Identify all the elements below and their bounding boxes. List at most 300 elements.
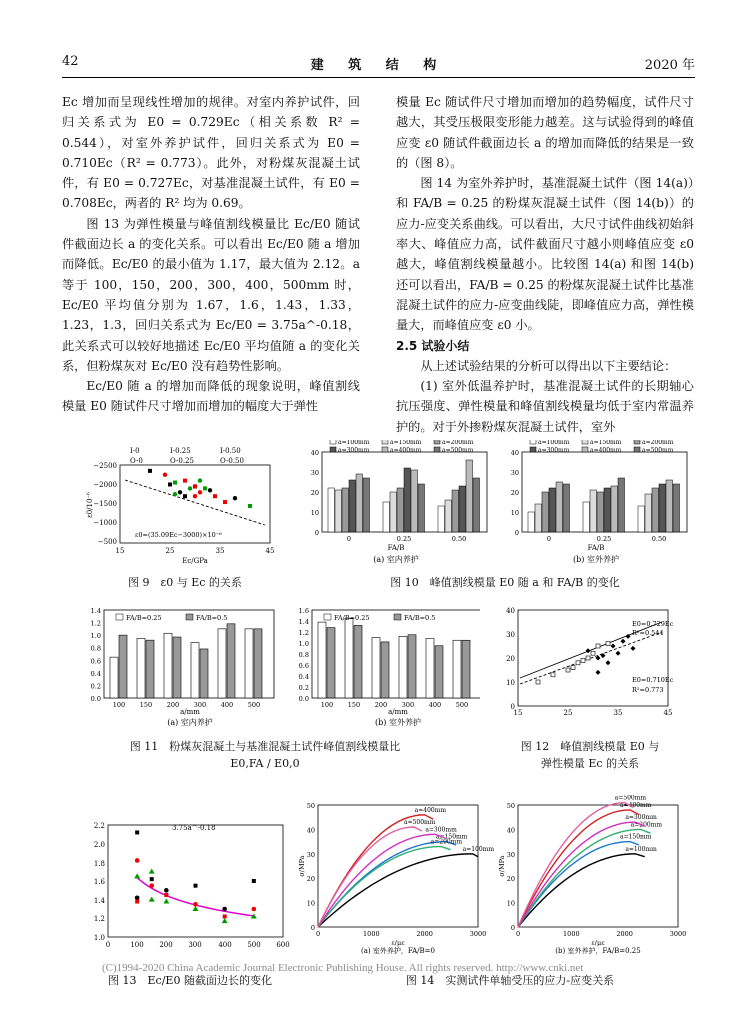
fig12-indoor-point bbox=[616, 651, 621, 656]
fig11-xtick: 100 bbox=[320, 701, 334, 709]
svg-text:0: 0 bbox=[510, 703, 515, 711]
fig9-point bbox=[163, 473, 167, 477]
fig10-bar bbox=[604, 488, 611, 532]
fig10-legend-swatch bbox=[634, 447, 640, 452]
fig11-xtick: 200 bbox=[166, 701, 180, 709]
legend-o050: O-0.50 bbox=[220, 457, 244, 465]
fig14-ylabel: σ/MPa bbox=[298, 855, 306, 877]
fig11-bar bbox=[227, 624, 235, 698]
fig11-caption: 图 11 粉煤灰混凝土与基准混凝土试件峰值割线模量比 bbox=[129, 740, 401, 753]
fig11-ytick: 0.2 bbox=[298, 684, 309, 692]
fig13-point bbox=[135, 858, 140, 863]
fig11-bar bbox=[354, 625, 362, 698]
fig10-bar bbox=[666, 480, 673, 532]
fig9-caption: 图 9 ε0 与 Ec 的关系 bbox=[128, 576, 242, 589]
fig12-outdoor-point bbox=[606, 642, 610, 646]
fig12-caption: 图 12 峰值割线模量 E0 与 bbox=[520, 740, 660, 753]
fig10-legend-label: a=400mm bbox=[590, 447, 622, 454]
fig11-bar bbox=[137, 638, 145, 698]
fig10-legend-label: a=300mm bbox=[538, 447, 570, 454]
fig10-bar bbox=[397, 488, 404, 532]
svg-text:−1000: −1000 bbox=[93, 519, 117, 527]
fig10-legend-label: a=150mm bbox=[390, 440, 422, 446]
svg-text:35: 35 bbox=[215, 547, 225, 555]
figure-11-bar bbox=[80, 604, 480, 728]
fig10-bar bbox=[659, 484, 666, 532]
fig14-curve bbox=[318, 815, 433, 927]
fig10-bar bbox=[645, 494, 652, 532]
svg-text:400: 400 bbox=[218, 941, 232, 949]
svg-text:25: 25 bbox=[165, 547, 175, 555]
fig10-legend-label: a=300mm bbox=[338, 447, 370, 454]
svg-text:40: 40 bbox=[506, 607, 515, 615]
fig10-legend-swatch bbox=[330, 440, 336, 444]
fig14-ylabel: σ/MPa bbox=[498, 855, 506, 877]
fig10-legend-swatch bbox=[434, 447, 440, 452]
fig11-ytick: 0.2 bbox=[90, 682, 101, 691]
fig12-indoor-point bbox=[596, 670, 601, 675]
fig14-ytick: 10 bbox=[306, 899, 315, 908]
fig10-bar bbox=[590, 490, 597, 532]
svg-text:−2500: −2500 bbox=[93, 462, 117, 470]
fig11-ytick: 0.6 bbox=[90, 657, 101, 666]
fig10-bar bbox=[390, 492, 397, 532]
fig10-bar bbox=[349, 480, 356, 532]
fig10-legend-label: a=100mm bbox=[338, 440, 370, 446]
fig10-bar bbox=[418, 484, 425, 532]
paragraph: Ec/E0 随 a 的增加而降低的现象说明，峰值割线模量 E0 随试件尺寸增加而增加的幅度大于弹性 bbox=[62, 379, 360, 414]
fig10-legend-swatch bbox=[382, 447, 388, 452]
fig10-legend-swatch bbox=[634, 440, 640, 444]
fig11-bar bbox=[327, 628, 335, 698]
fig10b-subcaption: (b) 室外养护 bbox=[573, 555, 619, 564]
fig14-xtick: 1000 bbox=[363, 930, 380, 938]
fig11a-subcaption: (a) 室内养护 bbox=[167, 718, 213, 727]
fig14-curve bbox=[518, 810, 639, 927]
fig13-caption: 图 13 Ec/E0 随截面边长的变化 bbox=[108, 974, 272, 987]
fig10-bar bbox=[473, 478, 480, 532]
paragraph: 图 13 为弹性模量与峰值割线模量比 Ec/E0 随试件截面边长 a 的变化关系。可以看出 Ec/E0 随 a 增加而降低。Ec/E0 的最小值为 1.17，最大值为 2.12。a 等于 100，150，200，300，400，500mm 时，Ec/E0 平均值分别为 1.67，1.6，1.43，1.33，1.23，1.3，回归关系式为 Ec/E0 = 3.75a^-0.18，此关系式可以较好地描述 Ec/E0 平均值随 a 的变化关系，但粉煤灰对 Ec/E0 没有趋势性影响。 bbox=[62, 216, 360, 373]
legend-i0: Ⅰ-0 bbox=[130, 447, 140, 455]
fig14-curve bbox=[318, 827, 422, 927]
fig14-ytick: 0 bbox=[310, 924, 315, 932]
fig13-point bbox=[193, 902, 198, 907]
fig9-point bbox=[173, 481, 177, 485]
fig11-bar bbox=[110, 657, 118, 698]
fig9-point bbox=[168, 483, 172, 487]
paragraph: (1) 室外低温养护时，基准混凝土试件的长期轴心抗压强度、弹性模量和峰值割线模量均低于室内常温养护的。对于外掺粉煤灰混凝土试件，室外 bbox=[396, 379, 694, 434]
fig9-point bbox=[233, 496, 237, 500]
fig10-bar bbox=[549, 488, 556, 532]
fig10-bar bbox=[583, 502, 590, 532]
fig11-bar bbox=[408, 635, 416, 698]
fig11-caption-2: E0,FA / E0,0 bbox=[230, 757, 300, 770]
fig14-xtick: 2000 bbox=[616, 930, 633, 938]
fig10-bar bbox=[466, 460, 473, 532]
svg-text:1.6: 1.6 bbox=[93, 878, 105, 886]
fig11-legend-swatch bbox=[324, 614, 331, 620]
fig11-ytick: 1.0 bbox=[298, 640, 309, 648]
svg-text:1.2: 1.2 bbox=[93, 915, 105, 923]
fig10-legend-swatch bbox=[530, 447, 536, 452]
fig14-xtick: 0 bbox=[315, 930, 321, 938]
svg-text:1.8: 1.8 bbox=[93, 860, 105, 868]
fig11-ytick: 1.4 bbox=[90, 607, 101, 615]
fig14-xtick: 0 bbox=[515, 930, 521, 938]
fig9-point bbox=[183, 479, 187, 483]
fig11b-subcaption: (b) 室外养护 bbox=[375, 718, 421, 727]
svg-text:2.0: 2.0 bbox=[93, 841, 105, 849]
left-text-column bbox=[62, 92, 360, 417]
fig11-legend-label: FA/B=0.25 bbox=[334, 614, 370, 622]
fig10-legend-label: a=150mm bbox=[590, 440, 622, 446]
svg-text:300: 300 bbox=[188, 941, 202, 949]
fig10-legend-swatch bbox=[530, 440, 536, 444]
fig13-point bbox=[222, 918, 228, 923]
svg-text:−2000: −2000 bbox=[93, 481, 117, 489]
fig12-indoor-point bbox=[611, 644, 616, 649]
svg-text:100: 100 bbox=[130, 941, 144, 949]
fig14-xtick: 1000 bbox=[563, 930, 580, 938]
figure-12-scatter bbox=[490, 604, 690, 728]
fig10-legend-swatch bbox=[434, 440, 440, 444]
figure-10-bar bbox=[304, 440, 699, 570]
fig10-legend-swatch bbox=[330, 447, 336, 452]
fig10-legend-label: a=200mm bbox=[442, 440, 474, 446]
fig9-point bbox=[203, 486, 207, 490]
fig11-legend-label: FA/B=0.25 bbox=[126, 614, 162, 622]
paragraph: 图 14 为室外养护时，基准混凝土试件（图 14(a)）和 FA/B = 0.25 的粉煤灰混凝土试件（图 14(b)）的应力-应变关系曲线。可以看出，大尺寸试件曲线初始斜率大、峰值应力高，试件截面尺寸越小则峰值应变 ε0 越大，峰值割线模量越小。比较图 14(a) 和图 14(b) 还可以看出，FA/B = 0.25 的粉煤灰混凝土试件比基准混凝土试件的应力-应变曲线陡，即峰值应力高，弹性模量大，而峰值应变 ε0 小。 bbox=[396, 176, 694, 333]
paragraph: Ec 增加而呈现线性增加的规律。对室内养护试件，回归关系式为 E0 = 0.729Ec（相关系数 R² = 0.544），对室外养护试件，回归关系式为 E0 = 0.710Ec（R² = 0.773）。此外，对粉煤灰混凝土试件，有 E0 = 0.727Ec，对基准混凝土试件，有 E0 = 0.708Ec，两者的 R² 均为 0.69。 bbox=[62, 95, 360, 211]
fig14-curve-label: a=200mm bbox=[430, 838, 463, 846]
fig9-point bbox=[213, 494, 217, 498]
figure-14-lines bbox=[298, 795, 698, 965]
fig14-curve-label: a=100mm bbox=[462, 845, 495, 853]
fig11-bar bbox=[164, 633, 172, 698]
fig10-bar bbox=[611, 486, 618, 532]
svg-text:200: 200 bbox=[159, 941, 173, 949]
svg-text:45: 45 bbox=[265, 547, 275, 555]
fig10-ytick: 10 bbox=[510, 509, 519, 517]
fig12-indoor-point bbox=[586, 648, 591, 653]
svg-text:10: 10 bbox=[506, 679, 515, 687]
fig11-ytick: 0.8 bbox=[90, 644, 101, 653]
fig10-caption: 图 10 峰值割线模量 E0 随 a 和 FA/B 的变化 bbox=[390, 576, 620, 589]
fig11-bar bbox=[191, 643, 199, 698]
fig13-point bbox=[149, 897, 155, 902]
fig14-curve-label: a=500mm bbox=[614, 795, 647, 802]
fig14-ytick: 10 bbox=[506, 899, 515, 908]
fig11-ytick: 0.0 bbox=[90, 695, 101, 703]
fig10-ytick: 30 bbox=[310, 469, 319, 477]
fig10-legend-swatch bbox=[582, 447, 588, 452]
fig11-bar bbox=[119, 635, 127, 698]
fig10-bar bbox=[535, 504, 542, 532]
fig9-point bbox=[208, 488, 212, 492]
fig14-ytick: 50 bbox=[306, 802, 315, 810]
fig9-point bbox=[183, 494, 187, 498]
paragraph: 模量 Ec 随试件尺寸增加而增加的趋势幅度，试件尺寸越大，其受压极限变形能力越差。这与试验得到的峰值应变 ε0 随试件截面边长 a 的增加而降低的结果是一致的（图 8）。 bbox=[396, 95, 694, 170]
fig14-curve-label: a=200mm bbox=[630, 821, 663, 829]
fig10-xtick: 0.25 bbox=[596, 535, 612, 543]
page-number: 42 bbox=[62, 54, 79, 69]
svg-text:35: 35 bbox=[613, 709, 623, 717]
fig14-xlabel: ε/με bbox=[591, 939, 605, 947]
fig11-legend-label: FA/B=0.5 bbox=[404, 614, 436, 622]
fig10-bar bbox=[404, 468, 411, 532]
fig11-xtick: 500 bbox=[455, 701, 469, 709]
fig11-bar bbox=[173, 637, 181, 698]
fig12-indoor-point bbox=[606, 660, 611, 665]
fig10-bar bbox=[652, 488, 659, 532]
fig12-eq2: E0=0.710Ec bbox=[632, 676, 674, 684]
fig10a-subcaption: (a) 室内养护 bbox=[373, 555, 419, 564]
fig13-point bbox=[194, 884, 198, 888]
fig11-ytick: 0.4 bbox=[90, 669, 101, 678]
fig13-point bbox=[222, 907, 227, 912]
svg-text:−500: −500 bbox=[97, 538, 117, 546]
fig10-bar bbox=[356, 474, 363, 532]
legend-i050: Ⅰ-0.50 bbox=[220, 447, 241, 455]
fig10-bar bbox=[342, 488, 349, 532]
legend-i025: Ⅰ-0.25 bbox=[170, 447, 191, 455]
fig14a-subcaption: (a) 室外养护，FA/B=0 bbox=[361, 947, 435, 955]
fig11-ytick: 1.6 bbox=[298, 607, 309, 615]
fig10-bar bbox=[335, 490, 342, 532]
fig10-bar bbox=[556, 482, 563, 532]
fig11-ytick: 0.6 bbox=[298, 662, 309, 670]
fig11-bar bbox=[399, 636, 407, 698]
fig11-bar bbox=[372, 638, 380, 699]
fig14-ytick: 0 bbox=[510, 924, 515, 932]
fig12-eq1: E0=0.729Ec bbox=[632, 620, 674, 628]
fig13-point bbox=[134, 873, 140, 878]
fig11-ytick: 0.8 bbox=[298, 651, 309, 659]
fig10-legend-swatch bbox=[382, 440, 388, 444]
fig9-point bbox=[193, 494, 197, 498]
fig10-legend-label: a=500mm bbox=[442, 447, 474, 454]
fig12-outdoor-point bbox=[591, 651, 595, 655]
fig14-curve bbox=[518, 829, 651, 927]
fig11-bar bbox=[453, 640, 461, 698]
fig12-outdoor-point bbox=[536, 680, 540, 684]
fig12-indoor-point bbox=[631, 646, 636, 651]
svg-text:0: 0 bbox=[105, 941, 111, 949]
page-header bbox=[62, 54, 695, 74]
fig13-point bbox=[135, 896, 140, 901]
fig10-bar bbox=[459, 486, 466, 532]
fig10-bar bbox=[411, 470, 418, 532]
fig9-point bbox=[198, 478, 202, 482]
fig12-r1: R²=0.544 bbox=[632, 629, 664, 637]
fig13-point bbox=[164, 893, 168, 897]
fig11-ytick: 0.0 bbox=[298, 695, 309, 703]
fig11-xtick: 300 bbox=[401, 701, 415, 709]
fig13-point bbox=[193, 906, 199, 911]
fig14-xtick: 2000 bbox=[416, 930, 433, 938]
fig13-point bbox=[163, 899, 169, 904]
fig10-bar bbox=[452, 490, 459, 532]
fig12-outdoor-point bbox=[576, 661, 580, 665]
fig11-legend-swatch bbox=[394, 614, 401, 620]
fig10-xtick: 0.50 bbox=[651, 535, 667, 543]
fig10-ytick: 20 bbox=[310, 489, 319, 497]
fig10-legend-swatch bbox=[582, 440, 588, 444]
issue-year: 2020 年 bbox=[644, 58, 695, 73]
fig11-bar bbox=[218, 629, 226, 698]
fig13-point bbox=[135, 830, 139, 834]
legend-o025: O-0.25 bbox=[170, 457, 194, 465]
fig10-bar bbox=[383, 502, 390, 532]
fig11-xtick: 200 bbox=[374, 701, 388, 709]
fig11-ytick: 1.2 bbox=[298, 629, 309, 637]
fig13-point bbox=[164, 888, 169, 893]
fig11-xtick: 150 bbox=[347, 701, 361, 709]
fig10-ytick: 40 bbox=[510, 449, 519, 457]
figure-9-scatter bbox=[80, 443, 280, 567]
fig9-point bbox=[223, 500, 227, 504]
svg-text:15: 15 bbox=[513, 709, 523, 717]
fig14-ytick: 20 bbox=[506, 875, 515, 884]
fig10-xtick: 0.50 bbox=[451, 535, 467, 543]
fig10-legend-label: a=400mm bbox=[390, 447, 422, 454]
fig14-curve bbox=[318, 842, 456, 927]
svg-text:20: 20 bbox=[506, 655, 515, 663]
fig12-outdoor-point bbox=[586, 656, 590, 660]
fig10-ytick: 40 bbox=[310, 449, 319, 457]
fig12-r2: R²=0.773 bbox=[632, 686, 664, 694]
fig12-outdoor-point bbox=[581, 658, 585, 662]
fig11-xtick: 400 bbox=[220, 701, 234, 709]
fig13-point bbox=[135, 900, 139, 904]
fig9-point bbox=[148, 469, 152, 473]
fig10-bar bbox=[597, 492, 604, 532]
fig10-bar bbox=[542, 492, 549, 532]
legend-o0: O-0 bbox=[130, 457, 143, 465]
fig10-ytick: 20 bbox=[510, 489, 519, 497]
fig11-xtick: 400 bbox=[428, 701, 442, 709]
fig14-ytick: 20 bbox=[306, 875, 315, 884]
right-text-column bbox=[396, 92, 694, 437]
fig14-xlabel: ε/με bbox=[391, 939, 405, 947]
svg-text:25: 25 bbox=[563, 709, 573, 717]
fig10-ytick: 0 bbox=[314, 529, 319, 537]
fig10-xtick: 0 bbox=[346, 535, 352, 543]
svg-text:45: 45 bbox=[663, 709, 673, 717]
fig9-ylabel: ε0/10⁻⁶ bbox=[86, 492, 94, 518]
fig11-xtick: 100 bbox=[112, 701, 126, 709]
fig11-bar bbox=[345, 618, 353, 698]
fig10-legend-label: a=500mm bbox=[642, 447, 674, 454]
fig10-ytick: 0 bbox=[514, 529, 519, 537]
fig14-curve-label: a=300mm bbox=[625, 814, 657, 822]
fig14-curve-label: a=300mm bbox=[425, 826, 457, 834]
fig10-legend-label: a=200mm bbox=[642, 440, 674, 446]
fig14-xtick: 3000 bbox=[669, 930, 687, 938]
fig9-point bbox=[193, 484, 197, 488]
fig10-ytick: 10 bbox=[310, 509, 319, 517]
fig12-outdoor-point bbox=[571, 666, 575, 670]
fig10-xlabel-b: FA/B bbox=[587, 544, 605, 552]
fig10-bar bbox=[563, 484, 570, 532]
fig12-caption-2: 弹性模量 Ec 的关系 bbox=[540, 757, 640, 770]
fig11-legend-swatch bbox=[186, 614, 193, 620]
fig14-curve bbox=[518, 803, 633, 927]
fig9-point bbox=[198, 490, 202, 494]
fig9-point bbox=[173, 492, 177, 496]
header-rule bbox=[62, 77, 695, 78]
fig13-point bbox=[149, 883, 154, 888]
fig10-bar bbox=[438, 506, 445, 532]
journal-title: 建 筑 结 构 bbox=[310, 58, 447, 73]
fig14-curve-label: a=150mm bbox=[620, 833, 652, 841]
fig11-ytick: 1.2 bbox=[90, 619, 101, 628]
fig13-point bbox=[252, 907, 257, 912]
fig10-xtick: 0 bbox=[546, 535, 552, 543]
fig14-ytick: 40 bbox=[506, 826, 515, 835]
fig11-bar bbox=[146, 640, 154, 698]
figure-13-scatter bbox=[80, 795, 295, 955]
svg-text:−1500: −1500 bbox=[93, 500, 117, 508]
svg-text:2.2: 2.2 bbox=[93, 822, 105, 830]
paragraph: 从上述试验结果的分析可以得出以下主要结论： bbox=[420, 358, 677, 373]
fig11-bar bbox=[426, 639, 434, 698]
fig14-curve bbox=[318, 854, 478, 927]
fig10-bar bbox=[445, 500, 452, 532]
fig14b-subcaption: (b) 室外养护，FA/B=0.25 bbox=[555, 947, 641, 955]
fig14-ytick: 50 bbox=[506, 802, 515, 810]
copyright-footer: (C)1994-2020 China Academic Journal Electronic Publishing House. All rights reserved. http://www.cnki.net bbox=[102, 962, 584, 974]
fig11-xlabel-b: a/mm bbox=[388, 708, 408, 716]
svg-text:1.0: 1.0 bbox=[93, 934, 105, 942]
fig10-bar bbox=[618, 478, 625, 532]
fig10-ytick: 30 bbox=[510, 469, 519, 477]
fig14-frame bbox=[318, 805, 478, 927]
fig9-point bbox=[248, 504, 252, 508]
fig14-curve-label: a=100mm bbox=[625, 845, 657, 853]
fig12-indoor-point bbox=[621, 639, 626, 644]
fig11-legend-label: FA/B=0.5 bbox=[196, 614, 228, 622]
fig11-xtick: 300 bbox=[193, 701, 207, 709]
fig11-bar bbox=[318, 622, 326, 698]
fig10-legend-label: a=100mm bbox=[538, 440, 570, 446]
fig12-outdoor-point bbox=[596, 644, 600, 648]
fig12-outdoor-point bbox=[566, 668, 570, 672]
fig11-bar bbox=[462, 640, 470, 698]
fig11-bar bbox=[245, 629, 253, 698]
fig14-curve-label: a=150mm bbox=[436, 833, 468, 841]
svg-text:1.4: 1.4 bbox=[93, 897, 105, 905]
fig13-point bbox=[149, 869, 155, 874]
fig12-outdoor-point bbox=[551, 673, 555, 677]
fig11-ytick: 1.0 bbox=[90, 632, 101, 641]
fig10-xlabel-a: FA/B bbox=[387, 544, 405, 552]
fig10-bar bbox=[673, 484, 680, 532]
section-heading: 2.5 试验小结 bbox=[396, 338, 470, 353]
fig10-bar bbox=[528, 512, 535, 532]
fig11-bar bbox=[435, 646, 443, 698]
fig14-ytick: 30 bbox=[306, 850, 315, 859]
fig11-ytick: 0.4 bbox=[298, 673, 309, 681]
svg-text:600: 600 bbox=[276, 941, 290, 949]
fig11-legend-swatch bbox=[116, 614, 123, 620]
fig9-xlabel: Ec/GPa bbox=[182, 557, 208, 565]
fig11-bar bbox=[200, 649, 208, 698]
fig14-curve-label: a=400mm bbox=[414, 806, 447, 814]
fig10-bar bbox=[363, 478, 370, 532]
fig10-bar bbox=[638, 506, 645, 532]
fig13-point bbox=[223, 914, 227, 918]
